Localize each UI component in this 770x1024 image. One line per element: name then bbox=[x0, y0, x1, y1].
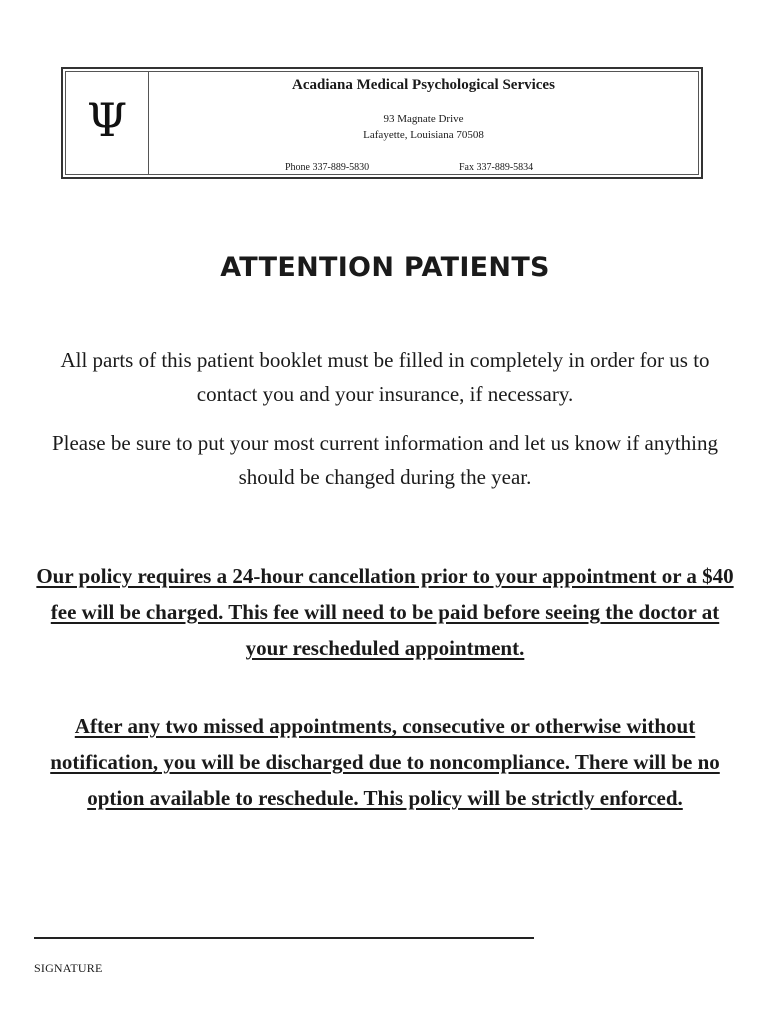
booklet-instruction: All parts of this patient booklet must be filled in completely in order for us to contact you and your insurance, if necessary. bbox=[60, 348, 710, 406]
psi-icon: Ψ bbox=[86, 93, 128, 147]
signature-line bbox=[34, 937, 534, 939]
update-instruction: Please be sure to put your most current information and let us know if anything should be changed during the year. bbox=[51, 431, 719, 489]
letterhead-info bbox=[149, 72, 698, 174]
address-street: 93 Magnate Drive bbox=[383, 113, 464, 125]
missed-appointment-policy: After any two missed appointments, consecutive or otherwise without notification, you will be discharged due to noncompliance. There will be no option available to reschedule. This policy will be strictly enforced. bbox=[50, 714, 720, 810]
address-city: Lafayette, Louisiana 70508 bbox=[363, 129, 484, 141]
phone-number: Phone 337-889-5830 bbox=[285, 162, 370, 173]
letterhead-frame bbox=[65, 71, 699, 175]
signature-label: SIGNATURE bbox=[34, 961, 103, 975]
fax-number: Fax 337-889-5834 bbox=[459, 162, 534, 173]
logo-cell bbox=[66, 72, 149, 174]
page-title: ATTENTION PATIENTS bbox=[220, 252, 550, 283]
letterhead bbox=[61, 67, 703, 179]
organization-name: Acadiana Medical Psychological Services bbox=[292, 77, 555, 93]
cancellation-policy: Our policy requires a 24-hour cancellation prior to your appointment or a $40 fee will be charged. This fee will need to be paid before seeing the doctor at your rescheduled appointment. bbox=[36, 564, 734, 660]
